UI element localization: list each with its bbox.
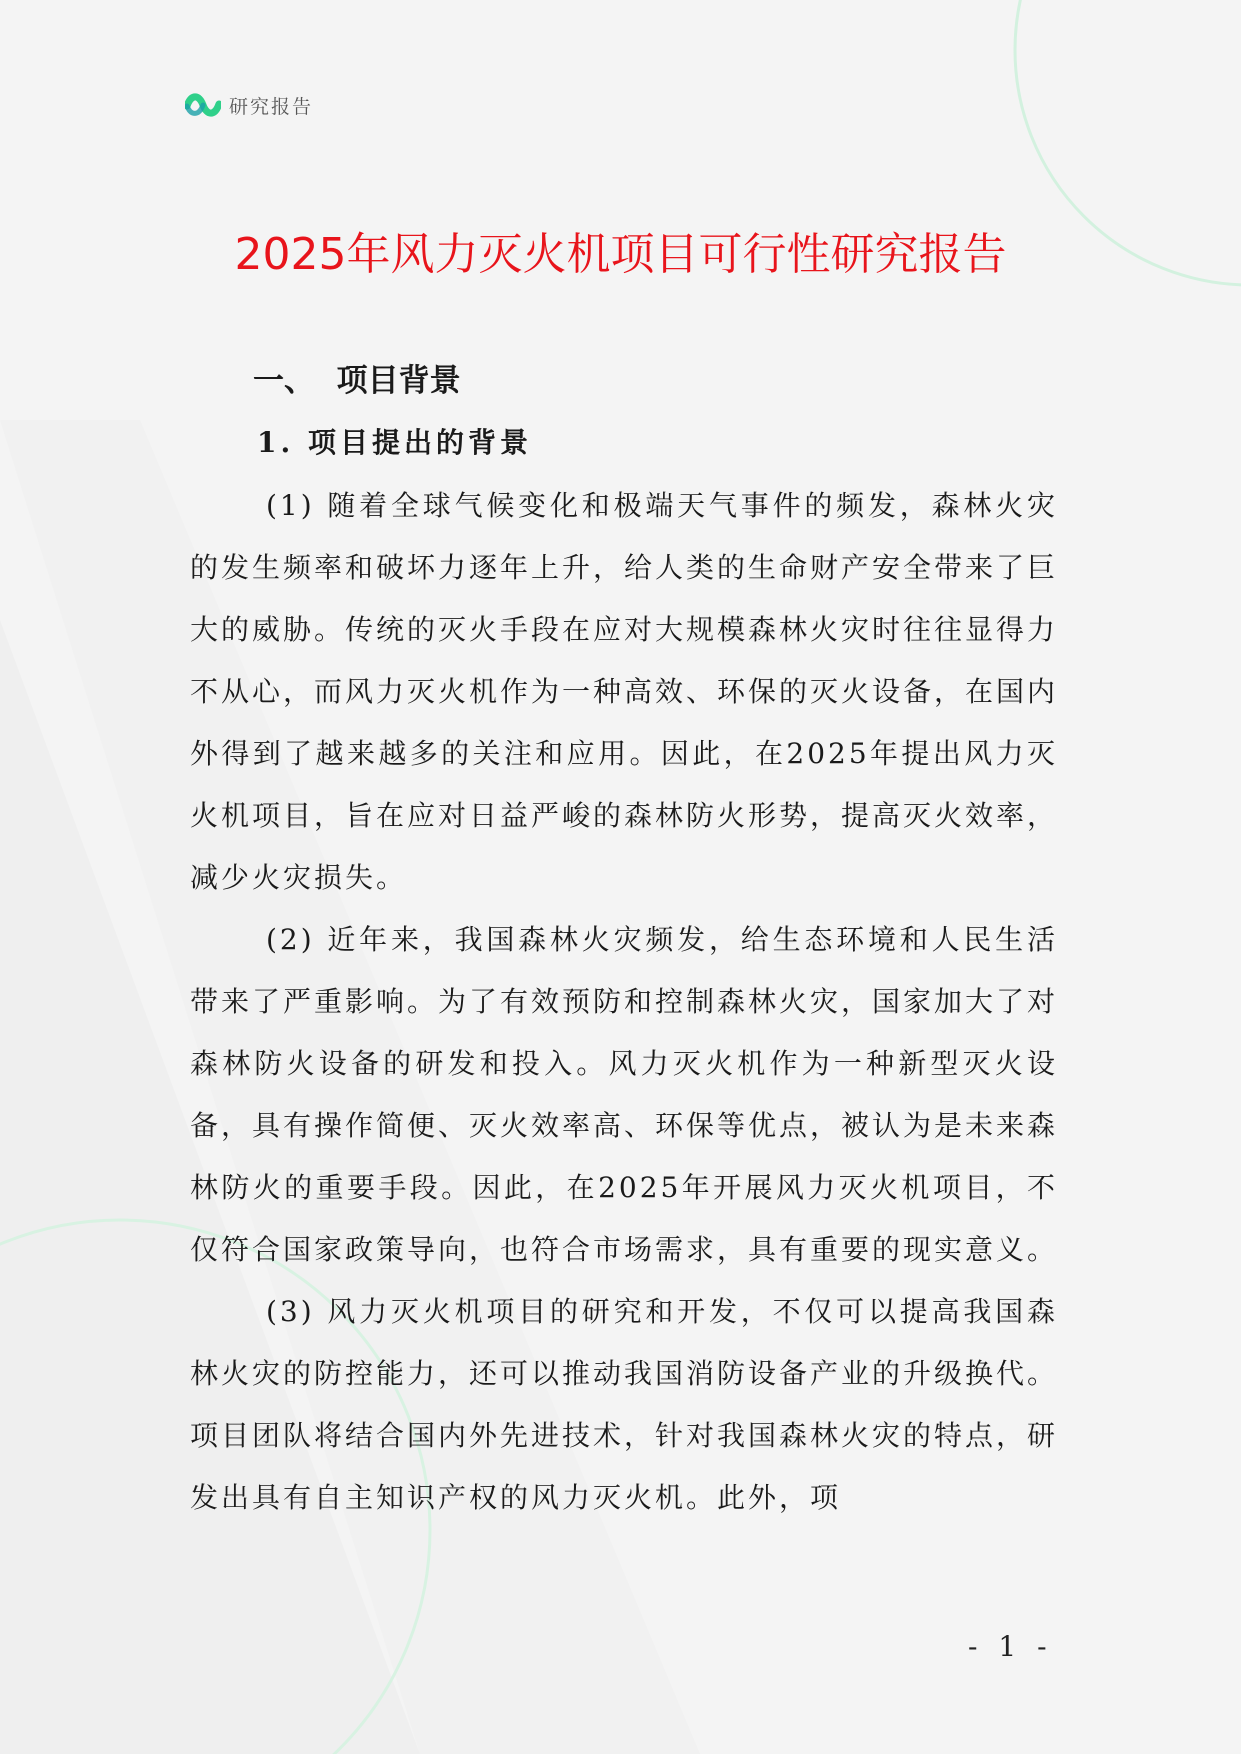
sub-heading: 1. 项目提出的背景: [257, 426, 532, 459]
document-title: 2025年风力灭火机项目可行性研究报告: [234, 229, 1007, 280]
body-text: [190, 475, 1058, 1529]
paragraph: (3) 风力灭火机项目的研究和开发，不仅可以提高我国森林火灾的防控能力，还可以推动我国消防设备产业的升级换代。项目团队将结合国内外先进技术，针对我国森林火灾的特点，研发出具有自主知识产权的风力灭火机。此外，项: [190, 1295, 1059, 1514]
page-number: - 1 -: [968, 1630, 1053, 1663]
paragraph: (2) 近年来，我国森林火灾频发，给生态环境和人民生活带来了严重影响。为了有效预防和控制森林火灾，国家加大了对森林防火设备的研发和投入。风力灭火机作为一种新型灭火设备，具有操作简便、灭火效率高、环保等优点，被认为是未来森林防火的重要手段。因此，在2025年开展风力灭火机项目，不仅符合国家政策导向，也符合市场需求，具有重要的现实意义。: [190, 923, 1059, 1266]
header-label: 研究报告: [229, 95, 314, 118]
document-header: [185, 88, 313, 122]
paragraph: (1) 随着全球气候变化和极端天气事件的频发，森林火灾的发生频率和破坏力逐年上升，给人类的生命财产安全带来了巨大的威胁。传统的灭火手段在应对大规模森林火灾时往往显得力不从心，而风力灭火机作为一种高效、环保的灭火设备，在国内外得到了越来越多的关注和应用。因此，在2025年提出风力灭火机项目，旨在应对日益严峻的森林防火形势，提高灭火效率，减少火灾损失。: [190, 489, 1059, 894]
section-heading: 一、 项目背景: [253, 363, 461, 399]
green-brand-logo-icon: [185, 90, 221, 120]
